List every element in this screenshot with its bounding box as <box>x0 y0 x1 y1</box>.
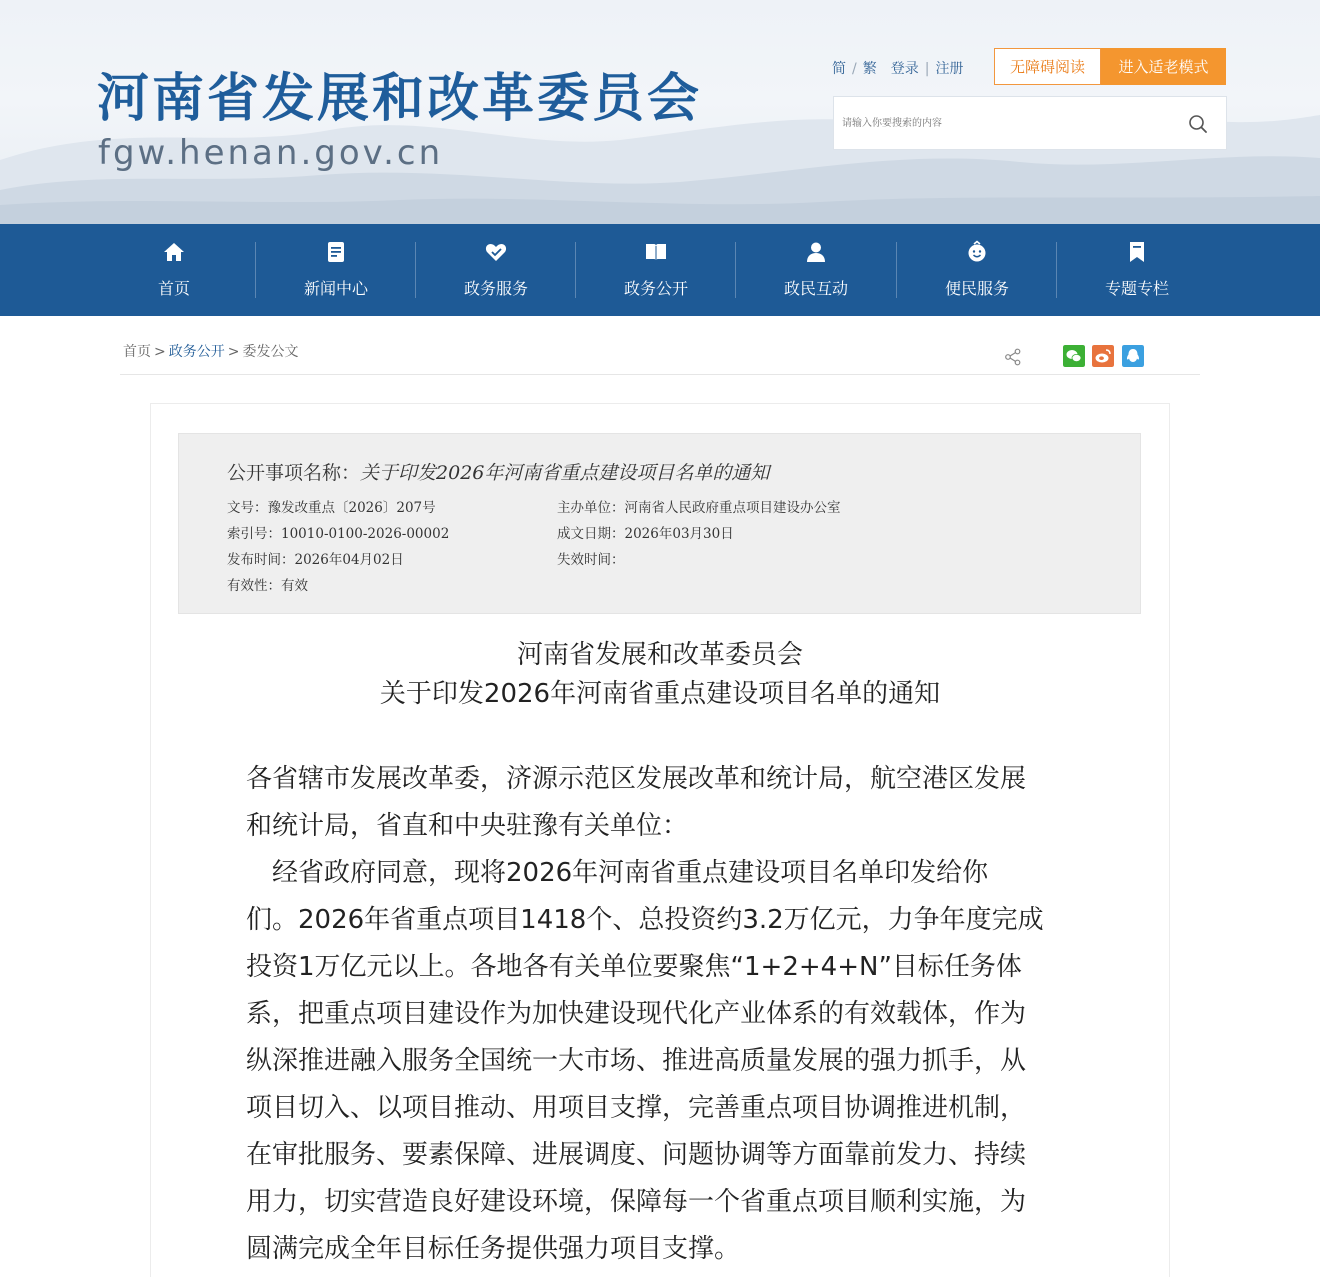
nav-label: 政务服务 <box>463 279 528 298</box>
breadcrumb-separator: > <box>154 344 166 360</box>
nav-item-gov-service[interactable] <box>416 224 576 316</box>
book-icon <box>644 240 668 264</box>
qq-icon[interactable] <box>1122 345 1144 367</box>
document-meta-box <box>178 433 1141 614</box>
document-title-line1: 河南省发展和改革委员会 <box>516 640 803 670</box>
lang-simplified-link[interactable]: 简 <box>832 61 846 77</box>
nav-label: 新闻中心 <box>303 279 368 298</box>
body-line: 投资1万亿元以上。各地各有关单位要聚焦“1+2+4+N”目标任务体 <box>246 952 1022 982</box>
breadcrumb-separator: > <box>227 344 240 360</box>
meta-validity-value: 有效 <box>281 578 308 594</box>
nav-item-interaction[interactable] <box>736 224 896 316</box>
nav-item-news[interactable] <box>256 224 416 316</box>
elder-mode-button[interactable]: 进入适老模式 <box>1101 48 1226 85</box>
body-line: 们。2026年省重点项目1418个、总投资约3.2万亿元，力争年度完成 <box>246 905 1044 935</box>
bookmark-icon <box>1125 240 1149 264</box>
document-body <box>246 756 1076 1273</box>
meta-host <box>557 496 841 516</box>
body-line: 系，把重点项目建设作为加快建设现代化产业体系的有效载体，作为 <box>246 999 1027 1029</box>
meta-publish-value: 2026年04月02日 <box>294 552 404 568</box>
meta-written-label: 成文日期： <box>557 526 625 542</box>
meta-publish-label: 发布时间： <box>227 552 295 568</box>
body-line: 和统计局，省直和中央驻豫有关单位： <box>246 811 689 841</box>
lang-traditional-link[interactable]: 繁 <box>862 61 877 77</box>
meta-index-label: 索引号： <box>227 526 281 542</box>
body-line: 用力，切实营造良好建设环境，保障每一个省重点项目顺利实施，为 <box>246 1187 1027 1217</box>
search-box <box>833 96 1227 150</box>
nav-label: 专题专栏 <box>1104 279 1169 298</box>
meta-expire-date <box>557 548 625 568</box>
accessibility-button[interactable]: 无障碍阅读 <box>994 48 1101 85</box>
meta-title <box>227 458 769 485</box>
divider: / <box>852 61 857 77</box>
meta-host-label: 主办单位： <box>557 500 625 516</box>
login-link[interactable]: 登录 <box>890 61 919 77</box>
search-icon[interactable] <box>1187 113 1209 135</box>
register-link[interactable]: 注册 <box>935 61 964 77</box>
document-title-line2: 关于印发2026年河南省重点建设项目名单的通知 <box>379 679 941 709</box>
meta-doc-no-label: 文号： <box>227 500 268 516</box>
meta-written-value: 2026年03月30日 <box>624 526 734 542</box>
nav-item-convenience[interactable] <box>897 224 1057 316</box>
search-input[interactable] <box>842 111 1172 135</box>
meta-validity <box>227 574 308 594</box>
share-icon[interactable] <box>1004 348 1022 366</box>
body-line: 在审批服务、要素保障、进展调度、问题协调等方面靠前发力、持续 <box>246 1140 1027 1170</box>
main-nav <box>0 224 1320 316</box>
divider: | <box>924 61 930 77</box>
nav-item-home[interactable] <box>94 224 254 316</box>
nav-item-topics[interactable] <box>1057 224 1217 316</box>
nav-label: 首页 <box>157 279 190 298</box>
home-icon <box>162 240 186 264</box>
site-domain: fgw.henan.gov.cn <box>98 133 444 173</box>
news-icon <box>324 240 348 264</box>
body-line: 项目切入、以项目推动、用项目支撑，完善重点项目协调推进机制， <box>246 1093 1027 1123</box>
breadcrumb-home[interactable]: 首页 <box>123 344 151 360</box>
meta-title-value: 关于印发2026年河南省重点建设项目名单的通知 <box>360 462 770 484</box>
meta-publish-date <box>227 548 404 568</box>
site-header <box>0 0 1320 224</box>
body-line: 纵深推进融入服务全国统一大市场、推进高质量发展的强力抓手，从 <box>246 1046 1027 1076</box>
weibo-icon[interactable] <box>1092 345 1114 367</box>
body-line: 经省政府同意，现将2026年河南省重点建设项目名单印发给你 <box>246 858 989 888</box>
breadcrumb-current[interactable]: 委发公文 <box>242 344 299 360</box>
nav-item-gov-open[interactable] <box>576 224 736 316</box>
smile-icon <box>965 240 989 264</box>
meta-doc-no <box>227 496 436 516</box>
top-links <box>832 58 963 78</box>
body-line: 各省辖市发展改革委，济源示范区发展改革和统计局，航空港区发展 <box>246 764 1027 794</box>
meta-host-value: 河南省人民政府重点项目建设办公室 <box>624 500 841 516</box>
breadcrumb-section[interactable]: 政务公开 <box>168 344 225 360</box>
user-icon <box>804 240 828 264</box>
meta-doc-no-value: 豫发改重点〔2026〕207号 <box>267 500 436 516</box>
meta-validity-label: 有效性： <box>227 578 281 594</box>
meta-written-date <box>557 522 734 542</box>
meta-index-value: 10010-0100-2026-00002 <box>281 526 450 542</box>
site-title[interactable]: 河南省发展和改革委员会 <box>97 69 703 129</box>
nav-label: 便民服务 <box>944 279 1009 298</box>
breadcrumb <box>123 341 298 361</box>
breadcrumb-divider <box>120 374 1200 375</box>
meta-title-label: 公开事项名称： <box>227 462 361 484</box>
nav-label: 政务公开 <box>623 279 688 298</box>
meta-expire-label: 失效时间： <box>557 552 625 568</box>
wechat-icon[interactable] <box>1063 345 1085 367</box>
body-line: 圆满完成全年目标任务提供强力项目支撑。 <box>246 1234 741 1264</box>
service-icon <box>484 240 508 264</box>
meta-index <box>227 522 449 542</box>
nav-label: 政民互动 <box>783 279 848 298</box>
